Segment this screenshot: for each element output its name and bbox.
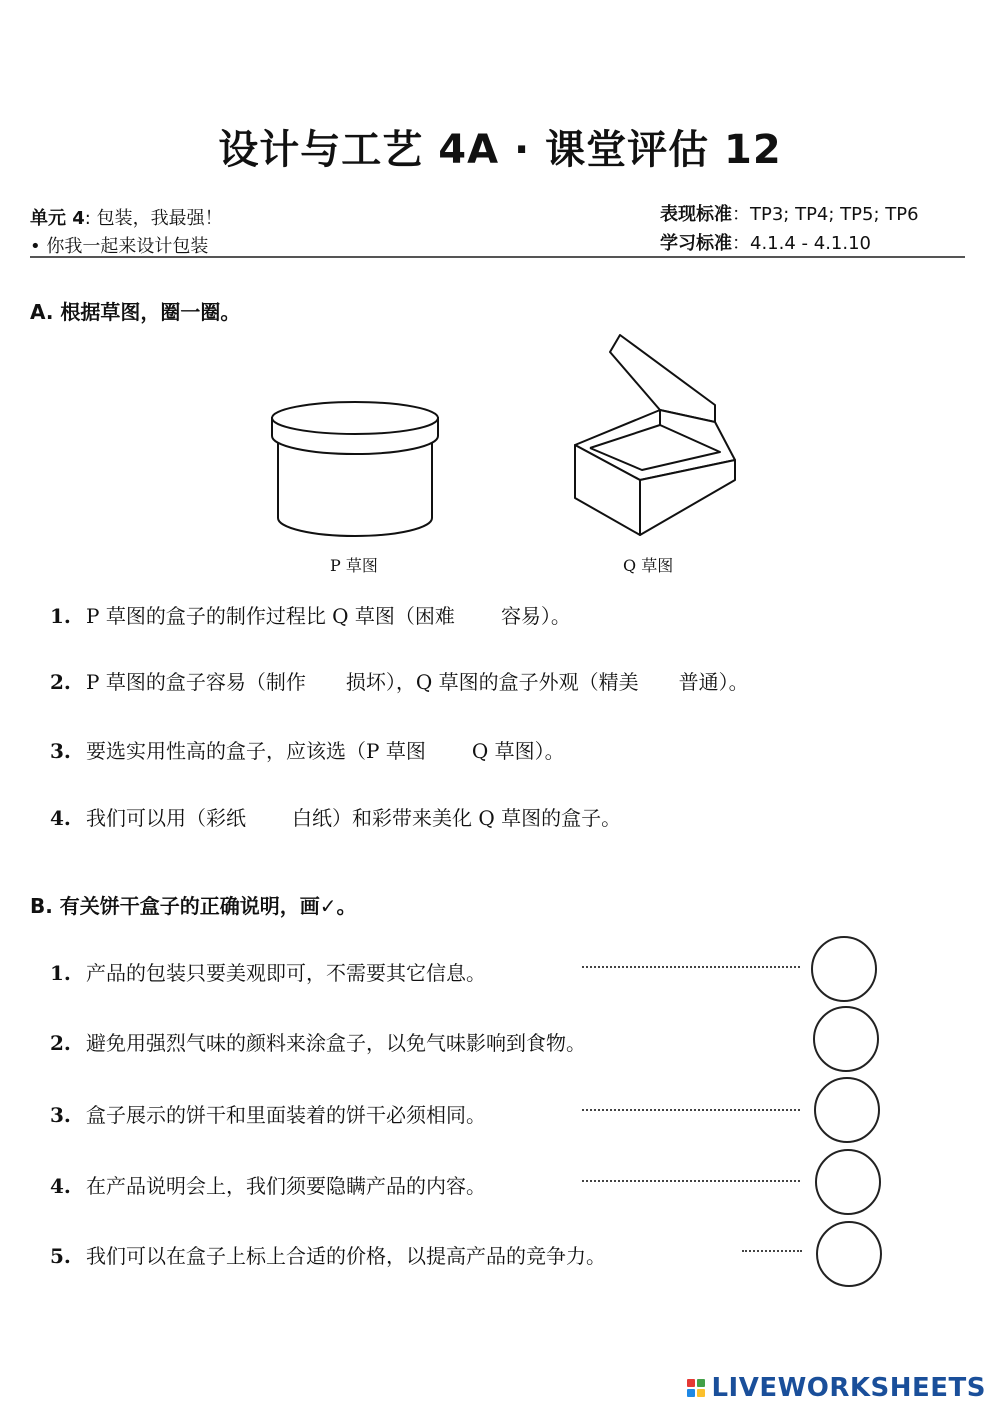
question-a3 — [50, 735, 565, 764]
question-text[interactable]: 我们可以用（彩纸 — [86, 806, 246, 830]
unit-label: 单元 4 — [30, 208, 85, 229]
statement-text: 在产品说明会上，我们须要隐瞒产品的内容。 — [86, 1174, 486, 1198]
question-option[interactable]: 普通）。 — [678, 670, 749, 694]
question-text[interactable]: P 草图的盒子的制作过程比 Q 草图（困难 — [86, 604, 455, 628]
perf-label: 表现标准 — [660, 204, 732, 225]
section-b-heading: B. 有关饼干盒子的正确说明，画✓。 — [30, 894, 357, 918]
statement-b4 — [50, 1170, 486, 1199]
unit-line — [30, 204, 223, 230]
question-a2 — [50, 666, 749, 695]
answer-circle-4[interactable] — [815, 1149, 881, 1215]
section-a-heading: A. 根据草图，圈一圈。 — [30, 300, 241, 324]
dotted-leader — [582, 1109, 800, 1111]
dotted-leader — [582, 1180, 800, 1182]
question-option[interactable]: 白纸）和彩带来美化 Q 草图的盒子。 — [292, 806, 622, 830]
box-q-lid — [610, 335, 715, 422]
brand-name: LIVEWORKSHEETS — [711, 1373, 986, 1403]
statement-b1 — [50, 957, 486, 986]
question-number: 4. — [50, 806, 71, 830]
answer-circle-5[interactable] — [816, 1221, 882, 1287]
question-option[interactable]: 损坏），Q 草图的盒子外观（精美 — [345, 670, 639, 694]
answer-circle-2[interactable] — [813, 1006, 879, 1072]
question-a4 — [50, 802, 621, 831]
learn-label: 学习标准 — [660, 233, 732, 254]
performance-standard — [660, 200, 919, 226]
perf-value: ：TP3; TP4; TP5; TP6 — [732, 204, 919, 225]
question-number: 3. — [50, 739, 71, 763]
statement-text: 产品的包装只要美观即可，不需要其它信息。 — [86, 961, 486, 985]
dotted-leader — [582, 966, 800, 968]
statement-number: 4. — [50, 1174, 71, 1198]
caption-q: Q 草图 — [623, 556, 674, 575]
learn-value: ：4.1.4 - 4.1.10 — [732, 233, 871, 254]
footer-watermark — [687, 1373, 986, 1403]
question-option[interactable]: Q 草图）。 — [471, 739, 565, 763]
statement-text: 我们可以在盒子上标上合适的价格，以提高产品的竞争力。 — [86, 1244, 606, 1268]
question-a1 — [50, 600, 571, 629]
statement-b2 — [50, 1027, 586, 1056]
question-number: 2. — [50, 670, 71, 694]
statement-number: 5. — [50, 1244, 71, 1268]
caption-p: P 草图 — [330, 556, 378, 575]
answer-circle-3[interactable] — [814, 1077, 880, 1143]
sketch-p-round-box — [268, 398, 443, 543]
unit-text: : 包装，我最强！ — [84, 208, 223, 229]
sketch-q-open-box — [570, 330, 745, 545]
question-number: 1. — [50, 604, 71, 628]
statement-text: 避免用强烈气味的颜料来涂盒子，以免气味影响到食物。 — [86, 1031, 586, 1055]
header-divider — [30, 256, 965, 258]
statement-text: 盒子展示的饼干和里面装着的饼干必须相同。 — [86, 1103, 486, 1127]
statement-b5 — [50, 1240, 606, 1269]
statement-number: 3. — [50, 1103, 71, 1127]
sub-unit: • 你我一起来设计包装 — [30, 236, 209, 257]
question-text[interactable]: 要选实用性高的盒子，应该选（P 草图 — [86, 739, 426, 763]
box-p-lid-top — [272, 402, 438, 434]
liveworksheets-logo-icon — [687, 1379, 705, 1397]
learning-standard — [660, 229, 871, 255]
dotted-leader — [742, 1250, 802, 1252]
statement-b3 — [50, 1099, 486, 1128]
question-option[interactable]: 容易）。 — [500, 604, 571, 628]
question-text[interactable]: P 草图的盒子容易（制作 — [86, 670, 306, 694]
page-title: 设计与工艺 4A · 课堂评估 12 — [218, 127, 782, 173]
answer-circle-1[interactable] — [811, 936, 877, 1002]
statement-number: 2. — [50, 1031, 71, 1055]
statement-number: 1. — [50, 961, 71, 985]
